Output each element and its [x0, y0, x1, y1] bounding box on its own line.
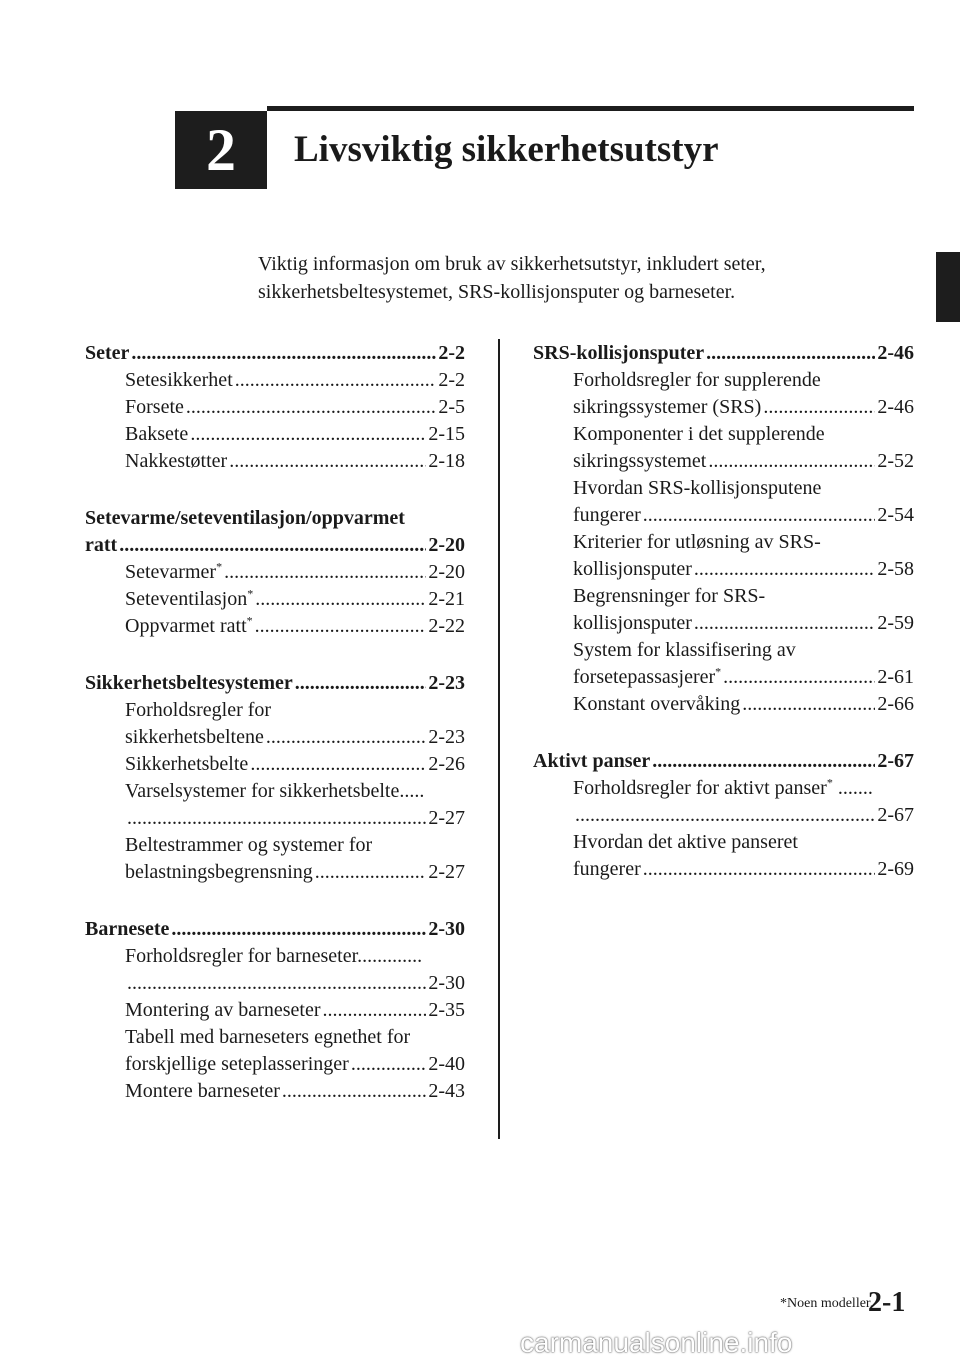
- toc-entry-title: sikringssystemer (SRS): [573, 396, 762, 418]
- toc-entry-title: fungerer: [573, 504, 641, 526]
- toc-page-number: 2-20: [428, 534, 465, 556]
- toc-page-number: 2-27: [428, 861, 465, 883]
- dot-leader: [322, 997, 426, 1024]
- toc-entry[interactable]: [533, 556, 914, 583]
- dot-leader: [235, 367, 437, 394]
- toc-entry[interactable]: [85, 586, 465, 613]
- intro-line: sikkerhetsbeltesystemet, SRS-kollisjonsputer og barneseter.: [258, 281, 736, 303]
- toc-entry[interactable]: [85, 805, 465, 832]
- toc-page-number: 2-23: [428, 672, 465, 694]
- toc-entry[interactable]: [85, 421, 465, 448]
- footnote-marker: *: [715, 664, 722, 679]
- dot-leader: [351, 1051, 427, 1078]
- dot-leader: [694, 610, 875, 637]
- toc-page-number: 2-18: [428, 450, 465, 472]
- dot-leader: [708, 448, 875, 475]
- toc-entry[interactable]: [533, 856, 914, 883]
- toc-page-number: 2-40: [428, 1053, 465, 1075]
- toc-entry-title: kollisjonsputer: [573, 612, 692, 634]
- toc-entry-title: Seter: [85, 342, 130, 364]
- dot-leader: [282, 1078, 426, 1105]
- toc-page-number: 2-30: [428, 972, 465, 994]
- footnote-marker: *: [247, 586, 254, 601]
- toc-page-number: 2-30: [428, 918, 465, 940]
- page-number: 2-1: [868, 1287, 906, 1318]
- toc-page-number: 2-46: [877, 396, 914, 418]
- chapter-intro: [258, 250, 898, 306]
- toc-page-number: 2-15: [428, 423, 465, 445]
- toc-page-number: 2-67: [877, 804, 914, 826]
- dot-leader: [127, 970, 426, 997]
- toc-entry-title: Barnesete: [85, 918, 170, 940]
- toc-section-heading[interactable]: [533, 748, 914, 775]
- toc-entry[interactable]: [85, 1051, 465, 1078]
- dot-leader: [315, 859, 427, 886]
- toc-right-column: [533, 340, 914, 913]
- toc-entry-line: Komponenter i det supplerende: [573, 423, 825, 445]
- toc-page-number: 2-69: [877, 858, 914, 880]
- toc-section-heading[interactable]: [85, 340, 465, 367]
- toc-entry-title: kollisjonsputer: [573, 558, 692, 580]
- toc-entry-title: belastningsbegrensning: [125, 861, 313, 883]
- toc-page-number: 2-21: [428, 588, 465, 610]
- dot-leader: [575, 802, 875, 829]
- toc-entry[interactable]: [85, 367, 465, 394]
- toc-entry-title: Sikkerhetsbeltesystemer: [85, 672, 293, 694]
- dot-leader: [119, 532, 426, 559]
- toc-entry-title: Sikkerhetsbelte: [125, 753, 249, 775]
- toc-page-number: 2-54: [877, 504, 914, 526]
- toc-entry-line: Beltestrammer og systemer for: [125, 834, 373, 856]
- toc-page-number: 2-46: [877, 342, 914, 364]
- dot-leader: [186, 394, 436, 421]
- toc-entry-title: fungerer: [573, 858, 641, 880]
- toc-entry[interactable]: [533, 691, 914, 718]
- toc-entry-title: ratt: [85, 534, 118, 556]
- toc-section: [85, 340, 465, 475]
- toc-entry-line: Forholdsregler for: [125, 699, 272, 721]
- toc-entry-title: forskjellige seteplasseringer: [125, 1053, 349, 1075]
- toc-entry[interactable]: [533, 502, 914, 529]
- toc-page-number: 2-61: [877, 666, 914, 688]
- dot-leader: [295, 670, 427, 697]
- toc-page-number: 2-23: [428, 726, 465, 748]
- toc-entry-line: Tabell med barneseters egnethet for: [125, 1026, 411, 1048]
- dot-leader: [250, 751, 426, 778]
- toc-page-number: 2-52: [877, 450, 914, 472]
- toc-page-number: 2-35: [428, 999, 465, 1021]
- toc-entry[interactable]: [85, 970, 465, 997]
- toc-section-heading[interactable]: [533, 340, 914, 367]
- toc-entry-title: sikringssystemet: [573, 450, 707, 472]
- toc-entry-line: Forholdsregler for aktivt panser* .......: [573, 775, 873, 799]
- toc-page-number: 2-2: [438, 369, 465, 391]
- toc-entry-title: forsetepassasjerer*: [573, 664, 722, 688]
- toc-entry[interactable]: [85, 997, 465, 1024]
- toc-entry-line: Varselsystemer for sikkerhetsbelte.....: [125, 780, 425, 802]
- footnote-marker: *: [216, 559, 223, 574]
- dot-leader: [266, 724, 426, 751]
- toc-page-number: 2-2: [438, 342, 465, 364]
- dot-leader: [652, 748, 875, 775]
- toc-entry-title: Oppvarmet ratt*: [125, 613, 253, 637]
- toc-entry[interactable]: [533, 802, 914, 829]
- column-divider: [498, 339, 500, 1139]
- dot-leader: [643, 856, 876, 883]
- dot-leader: [224, 559, 426, 586]
- toc-entry[interactable]: [533, 448, 914, 475]
- footnote: *Noen modeller.: [780, 1296, 874, 1311]
- dot-leader: [694, 556, 875, 583]
- toc-entry[interactable]: [85, 1078, 465, 1105]
- toc-entry[interactable]: [85, 859, 465, 886]
- dot-leader: [255, 586, 426, 613]
- toc-entry-line: Forholdsregler for barneseter.............: [125, 945, 423, 967]
- dot-leader: [763, 394, 875, 421]
- toc-page-number: 2-26: [428, 753, 465, 775]
- toc-section-heading[interactable]: [85, 670, 465, 697]
- toc-page-number: 2-67: [877, 750, 914, 772]
- toc-entry[interactable]: [533, 664, 914, 691]
- toc-page-number: 2-59: [877, 612, 914, 634]
- chapter-title: Livsviktig sikkerhetsutstyr: [294, 129, 719, 170]
- toc-section-heading[interactable]: [85, 916, 465, 943]
- toc-section: [533, 748, 914, 883]
- toc-entry-title: Montering av barneseter: [125, 999, 321, 1021]
- toc-entry-title: Setevarmer*: [125, 559, 223, 583]
- toc-entry-line: Kriterier for utløsning av SRS-: [573, 531, 821, 553]
- toc-entry[interactable]: [85, 724, 465, 751]
- toc-entry[interactable]: [533, 394, 914, 421]
- chapter-number: 2: [206, 117, 236, 183]
- toc-entry[interactable]: [85, 559, 465, 586]
- toc-entry-line: Hvordan SRS-kollisjonsputene: [573, 477, 822, 499]
- toc-section: [533, 340, 914, 718]
- toc-left-column: [85, 340, 465, 1135]
- toc-section: [85, 505, 465, 640]
- toc-page-number: 2-27: [428, 807, 465, 829]
- toc-entry[interactable]: [85, 751, 465, 778]
- toc-page-number: 2-5: [438, 396, 465, 418]
- title-rule: [267, 106, 914, 111]
- toc-section: [85, 670, 465, 886]
- dot-leader: [171, 916, 426, 943]
- dot-leader: [127, 805, 426, 832]
- chapter-thumb-tab: [936, 252, 960, 322]
- toc-entry-title: Baksete: [125, 423, 189, 445]
- toc-page-number: 2-20: [428, 561, 465, 583]
- toc-entry-title: Nakkestøtter: [125, 450, 228, 472]
- toc-page-number: 2-66: [877, 693, 914, 715]
- toc-entry-title: SRS-kollisjonsputer: [533, 342, 705, 364]
- footnote-marker: *: [826, 775, 833, 790]
- toc-section: [85, 916, 465, 1105]
- toc-page-number: 2-58: [877, 558, 914, 580]
- toc-entry-title: Montere barneseter: [125, 1080, 280, 1102]
- toc-entry-title: Setesikkerhet: [125, 369, 233, 391]
- dot-leader: [706, 340, 875, 367]
- toc-page-number: 2-22: [428, 615, 465, 637]
- toc-entry-line: Forholdsregler for supplerende: [573, 369, 821, 391]
- watermark: carmanualsonline.info: [520, 1327, 793, 1358]
- toc-section-heading[interactable]: [85, 532, 465, 559]
- toc-entry-line: Hvordan det aktive panseret: [573, 831, 798, 853]
- dot-leader: [723, 664, 875, 691]
- toc-section-title-line: Setevarme/seteventilasjon/oppvarmet: [85, 507, 405, 529]
- dot-leader: [643, 502, 876, 529]
- intro-line: Viktig informasjon om bruk av sikkerhetsutstyr, inkludert seter,: [258, 253, 766, 275]
- dot-leader: [255, 613, 427, 640]
- footnote-marker: *: [246, 613, 253, 628]
- dot-leader: [742, 691, 875, 718]
- toc-entry-title: Aktivt panser: [533, 750, 651, 772]
- dot-leader: [131, 340, 436, 367]
- toc-entry-title: Forsete: [125, 396, 184, 418]
- toc-entry-line: Begrensninger for SRS-: [573, 585, 766, 607]
- dot-leader: [229, 448, 426, 475]
- toc-entry-line: System for klassifisering av: [573, 639, 796, 661]
- toc-entry[interactable]: [85, 394, 465, 421]
- dot-leader: [190, 421, 426, 448]
- toc-entry[interactable]: [533, 610, 914, 637]
- toc-entry-title: Seteventilasjon*: [125, 586, 254, 610]
- toc-page-number: 2-43: [428, 1080, 465, 1102]
- toc-entry-title: sikkerhetsbeltene: [125, 726, 264, 748]
- toc-entry-title: Konstant overvåking: [573, 693, 741, 715]
- toc-entry[interactable]: [85, 448, 465, 475]
- toc-entry[interactable]: [85, 613, 465, 640]
